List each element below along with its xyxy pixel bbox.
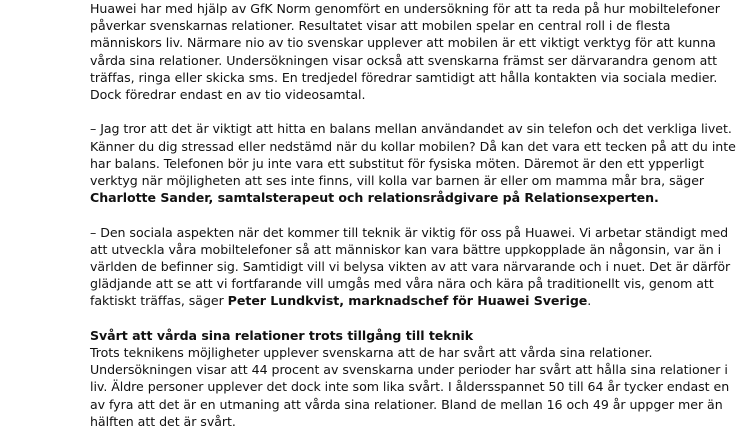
paragraph-quote-charlotte: [90, 120, 740, 206]
quote-text: – Jag tror att det är viktigt att hitta en balans mellan användandet av sin telefon och det verkliga livet. Känner du dig stressad eller nedstämd när du kollar mobilen? Då kan det vara ett tecken på att du inte har balans. Telefonen bör ju inte vara ett substitut för fysiska möten. Däremot är den ett ypperligt verktyg när möjligheten att ses inte finns, vill kolla var barnen är eller om mamma mår bra, säger: [90, 121, 736, 189]
paragraph-spacer: [90, 103, 740, 120]
paragraph-spacer: [90, 206, 740, 223]
paragraph-spacer: [90, 310, 740, 327]
quote-attribution: Charlotte Sander, samtalsterapeut och relationsrådgivare på Relationsexperten.: [90, 190, 659, 206]
paragraph-relations: Trots teknikens möjligheter upplever svenskarna att de har svårt att vårda sina relationer. Undersökningen visar att 44 procent av svenskarna under perioder har svårt att hålla sina relationer i liv. Äldre personer upplever det dock inte som lika svårt. I åldersspannet 50 till 64 år tycker endast en av fyra att det är en utmaning att vårda sina relationer. Bland de mellan 16 och 49 år uppger mer än hälften att det är svårt.: [90, 345, 730, 429]
quote-text: – Den sociala aspekten när det kommer till teknik är viktig för oss på Huawei. Vi arbetar ständigt med att utveckla våra mobiltelefoner så att människor kan vara bättre uppkopplade än någonsin, var än i världen de befinner sig. Samtidigt vill vi belysa vikten av att vara närvarande och i nuet. Det är därför glädjande att se att vi fortfarande vill umgås med våra nära och kära på traditionellt vis, genom att faktiskt träffas, säger: [90, 224, 731, 309]
paragraph-intro: Huawei har med hjälp av GfK Norm genomfört en undersökning för att ta reda på hur mobiltelefoner påverkar svenskarnas relationer. Resultatet visar att mobilen spelar en central roll i de flesta människors liv. Närmare nio av tio svenskar upplever att mobilen är ett viktigt verktyg för att kunna vårda sina relationer. Undersökningen visar också att svenskarna främst ser därvarandra genom att träffas, ringa eller skicka sms. En tredjedel föredrar samtidigt att hålla kontakten via sociala medier. Dock föredrar endast en av tio videosamtal.: [90, 1, 720, 103]
quote-end: .: [587, 293, 592, 309]
quote-attribution: Peter Lundkvist, marknadschef för Huawei Sverige: [227, 293, 588, 309]
section-heading: Svårt att vårda sina relationer trots tillgång till teknik: [90, 327, 474, 343]
document-page: [90, 0, 740, 430]
paragraph-quote-peter: [90, 224, 740, 310]
